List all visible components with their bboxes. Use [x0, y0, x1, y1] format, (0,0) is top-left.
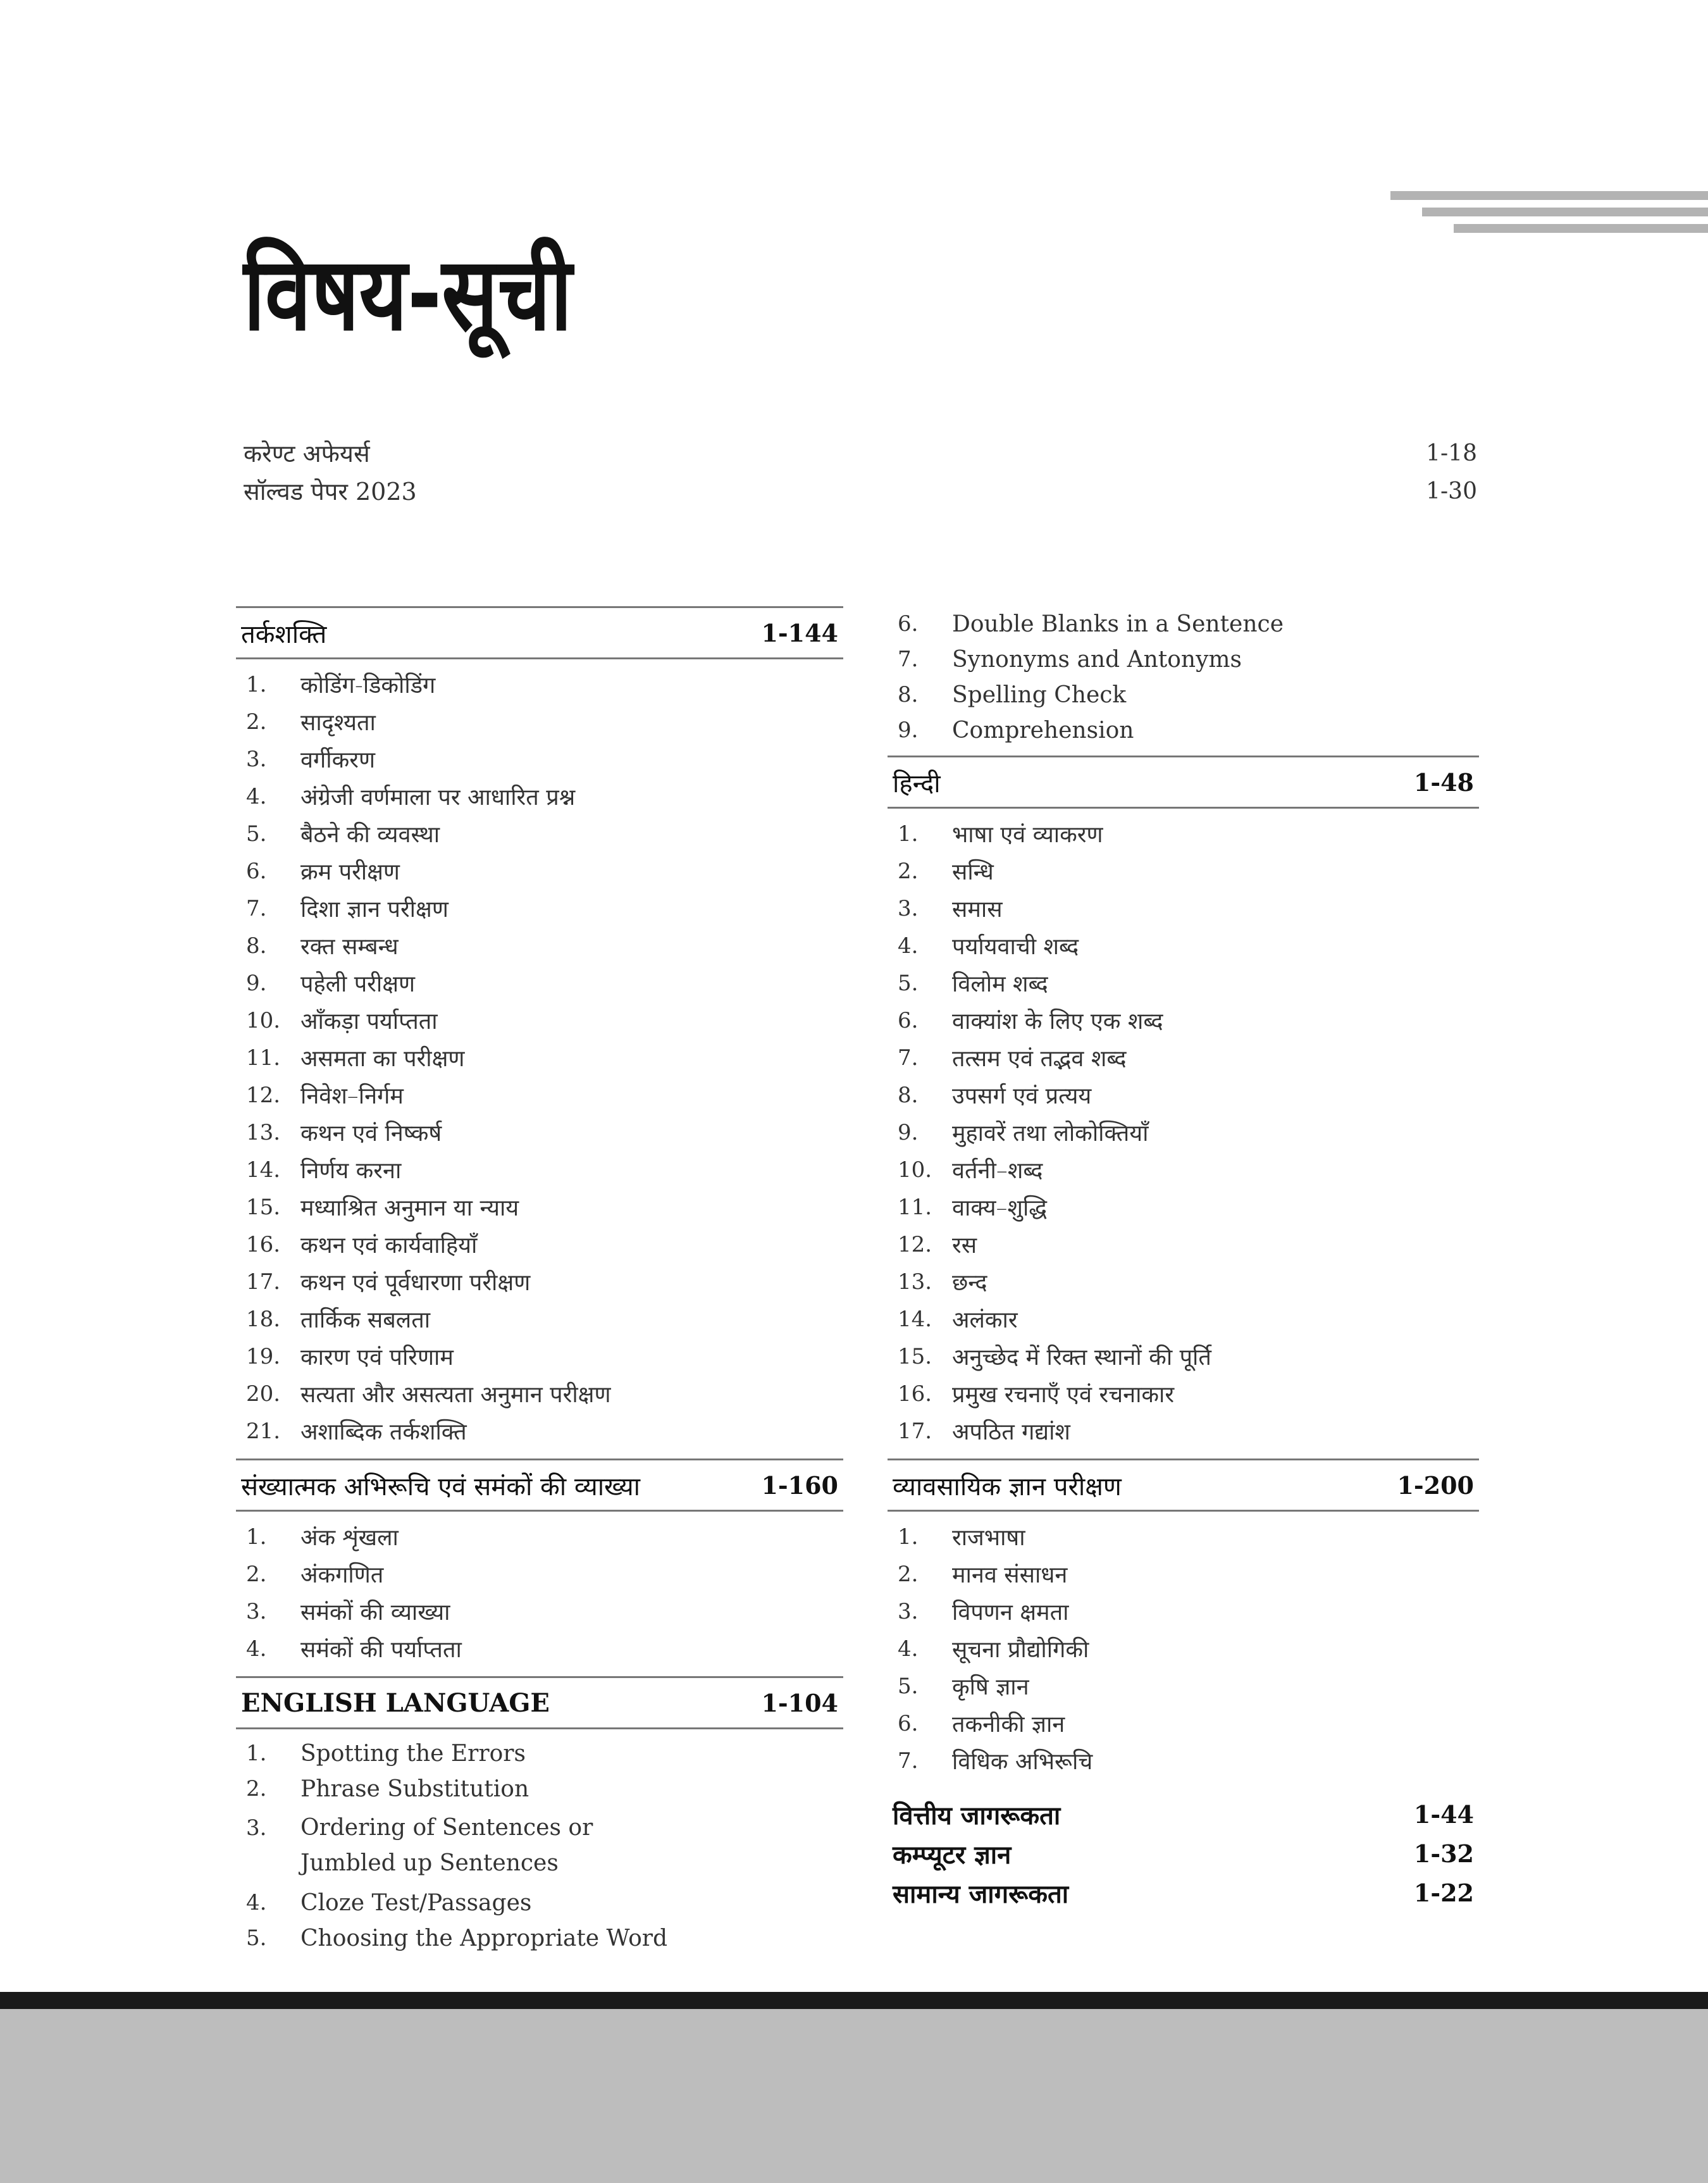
- intro-pages: 1-30: [1426, 478, 1477, 504]
- toc-item[interactable]: [236, 1188, 843, 1226]
- toc-item-number: 1.: [246, 1524, 267, 1550]
- toc-item-number: 1.: [898, 1524, 919, 1550]
- toc-item[interactable]: [236, 666, 843, 703]
- toc-item-text: सूचना प्रौद्योगिकी: [952, 1637, 1089, 1663]
- toc-item[interactable]: [888, 1114, 1479, 1151]
- section-header[interactable]: [888, 756, 1479, 809]
- toc-item-number: 4.: [246, 783, 267, 809]
- toc-item-text: अपठित गद्यांश: [952, 1419, 1070, 1445]
- toc-item-number: 2.: [246, 709, 267, 735]
- section-pages: 1-160: [761, 1471, 838, 1500]
- toc-item-text: सादृश्यता: [300, 710, 376, 736]
- toc-item-text: बैठने की व्यवस्था: [300, 822, 440, 848]
- toc-item[interactable]: [888, 712, 1479, 748]
- toc-item[interactable]: [888, 1300, 1479, 1338]
- toc-item-number: 6.: [246, 858, 267, 884]
- toc-item[interactable]: [888, 1338, 1479, 1375]
- toc-item-number: 11.: [246, 1045, 281, 1071]
- toc-item-text: अंग्रेजी वर्णमाला पर आधारित प्रश्न: [300, 785, 576, 811]
- section-title: ENGLISH LANGUAGE: [241, 1688, 550, 1718]
- toc-item-number: 4.: [898, 1636, 919, 1662]
- toc-item-text: उपसर्ग एवं प्रत्यय: [952, 1083, 1092, 1109]
- intro-list: [244, 434, 1477, 510]
- toc-item-number: 12.: [898, 1231, 932, 1257]
- section-header[interactable]: [236, 1676, 843, 1729]
- toc-item-number: 16.: [898, 1381, 932, 1407]
- section-tarkshakti: [236, 606, 843, 1458]
- section-title: संख्यात्मक अभिरूचि एवं समंकों की व्याख्या: [241, 1472, 641, 1502]
- toc-item[interactable]: [888, 642, 1479, 677]
- toc-item-number: 5.: [246, 1925, 267, 1951]
- toc-item-number: 19.: [246, 1343, 281, 1369]
- page-title: विषय-सूची: [244, 235, 572, 353]
- toc-item-number: 9.: [898, 1119, 919, 1145]
- toc-item-text: प्रमुख रचनाएँ एवं रचनाकार: [952, 1382, 1175, 1408]
- section-title: कम्प्यूटर ज्ञान: [893, 1840, 1012, 1870]
- section-pages: 1-48: [1413, 768, 1474, 797]
- toc-item[interactable]: [236, 1807, 843, 1885]
- toc-item-number: 3.: [246, 1815, 267, 1841]
- intro-row-current-affairs[interactable]: [244, 434, 1477, 472]
- toc-item-number: 13.: [246, 1119, 281, 1145]
- toc-item-number: 17.: [898, 1418, 932, 1444]
- toc-item[interactable]: [236, 1300, 843, 1338]
- toc-item[interactable]: [236, 778, 843, 815]
- toc-item[interactable]: [236, 815, 843, 852]
- intro-row-solved-paper[interactable]: [244, 472, 1477, 510]
- section-pages: 1-44: [1413, 1800, 1474, 1829]
- toc-item[interactable]: [236, 890, 843, 927]
- toc-item-number: 18.: [246, 1306, 281, 1332]
- toc-item[interactable]: [888, 1151, 1479, 1188]
- toc-item-text: असमता का परीक्षण: [300, 1046, 465, 1072]
- section-item-list: [888, 809, 1479, 1458]
- section-pages: 1-32: [1413, 1839, 1474, 1868]
- toc-item-number: 9.: [246, 970, 267, 996]
- toc-item-number: 20.: [246, 1381, 281, 1407]
- toc-item-text: तकनीकी ज्ञान: [952, 1712, 1065, 1738]
- toc-item[interactable]: [236, 1630, 843, 1667]
- toc-item-number: 8.: [898, 1082, 919, 1108]
- extra-row-samanya[interactable]: [888, 1873, 1479, 1912]
- toc-item-number: 5.: [898, 1673, 919, 1699]
- toc-item-number: 15.: [898, 1343, 932, 1369]
- toc-item-text: अशाब्दिक तर्कशक्ति: [300, 1419, 467, 1445]
- toc-item-text: निवेश–निर्गम: [300, 1083, 404, 1109]
- toc-item-text: कृषि ज्ञान: [952, 1674, 1029, 1700]
- toc-item-text: कथन एवं कार्यवाहियाँ: [300, 1233, 478, 1259]
- toc-item-text: Phrase Substitution: [300, 1776, 529, 1802]
- toc-item-text: पर्यायवाची शब्द: [952, 934, 1079, 960]
- toc-item-number: 3.: [898, 1598, 919, 1624]
- toc-item[interactable]: [888, 1742, 1479, 1779]
- toc-item-number: 9.: [898, 718, 919, 743]
- toc-item-number: 1.: [246, 1741, 267, 1766]
- section-header[interactable]: [236, 606, 843, 659]
- footer-dark-band: [0, 1992, 1708, 2009]
- toc-item-text: अलंकार: [952, 1307, 1018, 1333]
- toc-item[interactable]: [236, 1151, 843, 1188]
- toc-item[interactable]: [888, 1002, 1479, 1039]
- toc-item[interactable]: [236, 1263, 843, 1300]
- toc-item-number: 11.: [898, 1194, 932, 1220]
- section-pages: 1-22: [1413, 1878, 1474, 1907]
- toc-item-text: अनुच्छेद में रिक्त स्थानों की पूर्ति: [952, 1345, 1211, 1371]
- section-vyavsayik: [888, 1458, 1479, 1788]
- toc-item-text: अंक शृंखला: [300, 1525, 399, 1551]
- toc-item-number: 10.: [898, 1157, 932, 1183]
- toc-item-number: 7.: [898, 647, 919, 672]
- toc-item-text: रक्त सम्बन्ध: [300, 934, 399, 960]
- toc-item[interactable]: [888, 1705, 1479, 1742]
- toc-item-text: तत्सम एवं तद्भव शब्द: [952, 1046, 1127, 1072]
- section-english: [236, 1676, 843, 1965]
- toc-item-text: आँकड़ा पर्याप्तता: [300, 1009, 438, 1035]
- toc-item-number: 8.: [246, 933, 267, 959]
- toc-item-number: 13.: [898, 1269, 932, 1295]
- toc-item-text: मुहावरें तथा लोकोक्तियाँ: [952, 1121, 1149, 1147]
- toc-item[interactable]: [236, 927, 843, 964]
- intro-pages: 1-18: [1426, 440, 1477, 466]
- toc-item-number: 2.: [898, 858, 919, 884]
- intro-label: सॉल्वड पेपर 2023: [244, 478, 417, 506]
- toc-item-text-line: Ordering of Sentences or: [300, 1815, 593, 1841]
- toc-item[interactable]: [236, 1593, 843, 1630]
- toc-item[interactable]: [236, 1920, 843, 1956]
- toc-item-number: 3.: [246, 1598, 267, 1624]
- toc-item[interactable]: [236, 1226, 843, 1263]
- toc-item-number: 5.: [898, 970, 919, 996]
- toc-item[interactable]: [888, 1375, 1479, 1412]
- toc-item[interactable]: [888, 1518, 1479, 1555]
- toc-item-number: 12.: [246, 1082, 281, 1108]
- toc-item-number: 2.: [898, 1561, 919, 1587]
- toc-item[interactable]: [888, 1076, 1479, 1114]
- section-item-list: [236, 659, 843, 1458]
- toc-item-text: [300, 1810, 593, 1881]
- extra-sections: [888, 1794, 1479, 1912]
- toc-item-text: Spotting the Errors: [300, 1740, 526, 1767]
- toc-item[interactable]: [236, 1412, 843, 1450]
- toc-item[interactable]: [888, 606, 1479, 642]
- toc-left-column: [236, 606, 843, 1965]
- decorative-bar-bottom: [1454, 224, 1708, 233]
- toc-item-text: पहेली परीक्षण: [300, 971, 416, 997]
- toc-item[interactable]: [236, 1338, 843, 1375]
- extra-row-vittiya[interactable]: [888, 1794, 1479, 1834]
- toc-item-number: 15.: [246, 1194, 281, 1220]
- toc-item-text: रस: [952, 1233, 977, 1259]
- toc-item-text: छन्द: [952, 1270, 987, 1296]
- toc-item-text: मध्याश्रित अनुमान या न्याय: [300, 1195, 519, 1221]
- toc-item-text: निर्णय करना: [300, 1158, 402, 1184]
- toc-item-number: 4.: [898, 933, 919, 959]
- toc-item-text-line: Jumbled up Sentences: [300, 1850, 559, 1876]
- toc-item-text: अंकगणित: [300, 1562, 384, 1588]
- toc-item-text: Synonyms and Antonyms: [952, 646, 1242, 673]
- toc-item-text: समंकों की पर्याप्तता: [300, 1637, 462, 1663]
- toc-item-number: 6.: [898, 1710, 919, 1736]
- toc-item-number: 10.: [246, 1007, 281, 1033]
- section-pages: 1-200: [1397, 1471, 1474, 1500]
- toc-item-text: कथन एवं पूर्वधारणा परीक्षण: [300, 1270, 531, 1296]
- toc-item[interactable]: [888, 890, 1479, 927]
- toc-item-number: 7.: [246, 895, 267, 921]
- toc-item-number: 21.: [246, 1418, 281, 1444]
- toc-item-number: 6.: [898, 611, 919, 637]
- toc-item[interactable]: [236, 740, 843, 778]
- toc-item-text: Choosing the Appropriate Word: [300, 1925, 668, 1951]
- toc-item-text: वाक्यांश के लिए एक शब्द: [952, 1009, 1163, 1035]
- toc-item-text: Comprehension: [952, 717, 1134, 743]
- toc-item-number: 1.: [898, 821, 919, 847]
- toc-item-number: 8.: [898, 682, 919, 707]
- section-pages: 1-104: [761, 1688, 838, 1717]
- section-item-list: [236, 1729, 843, 1965]
- toc-item[interactable]: [236, 703, 843, 740]
- decorative-bar-middle: [1422, 208, 1708, 216]
- toc-item[interactable]: [236, 1518, 843, 1555]
- toc-item-text: सत्यता और असत्यता अनुमान परीक्षण: [300, 1382, 611, 1408]
- toc-item-number: 14.: [246, 1157, 281, 1183]
- toc-item-text: सन्धि: [952, 859, 994, 885]
- toc-item-text: तार्किक सबलता: [300, 1307, 431, 1333]
- toc-item-number: 17.: [246, 1269, 281, 1295]
- intro-label: करेण्ट अफेयर्स: [244, 440, 370, 468]
- toc-item-text: विलोम शब्द: [952, 971, 1048, 997]
- toc-item[interactable]: [888, 927, 1479, 964]
- toc-item-text: वाक्य–शुद्धि: [952, 1195, 1048, 1221]
- toc-item[interactable]: [236, 1375, 843, 1412]
- toc-item[interactable]: [236, 1555, 843, 1593]
- toc-item-text: भाषा एवं व्याकरण: [952, 822, 1103, 848]
- toc-item[interactable]: [236, 1039, 843, 1076]
- section-title: व्यावसायिक ज्ञान परीक्षण: [893, 1472, 1122, 1502]
- section-title: वित्तीय जागरूकता: [893, 1801, 1061, 1831]
- toc-item[interactable]: [888, 1412, 1479, 1450]
- toc-item[interactable]: [888, 1188, 1479, 1226]
- toc-item[interactable]: [236, 1736, 843, 1771]
- extra-row-computer[interactable]: [888, 1834, 1479, 1873]
- section-hindi: [888, 756, 1479, 1458]
- toc-item[interactable]: [888, 1226, 1479, 1263]
- toc-item-number: 1.: [246, 671, 267, 697]
- toc-item[interactable]: [888, 964, 1479, 1002]
- toc-item[interactable]: [236, 1771, 843, 1807]
- toc-item[interactable]: [888, 852, 1479, 890]
- toc-item-text: समास: [952, 897, 1003, 923]
- toc-item[interactable]: [888, 1593, 1479, 1630]
- toc-item-text: राजभाषा: [952, 1525, 1025, 1551]
- section-sankhyatmak: [236, 1458, 843, 1676]
- toc-item-text: कारण एवं परिणाम: [300, 1345, 454, 1371]
- toc-item[interactable]: [236, 964, 843, 1002]
- section-item-list: [888, 1512, 1479, 1788]
- toc-item[interactable]: [236, 852, 843, 890]
- toc-item-number: 7.: [898, 1045, 919, 1071]
- toc-item[interactable]: [888, 677, 1479, 712]
- toc-item[interactable]: [888, 1667, 1479, 1705]
- toc-item-text: वर्गीकरण: [300, 747, 376, 773]
- english-continued-list: [888, 606, 1479, 756]
- toc-item-text: मानव संसाधन: [952, 1562, 1068, 1588]
- section-item-list: [236, 1512, 843, 1676]
- footer-gray-band: [0, 2009, 1708, 2183]
- toc-item[interactable]: [236, 1114, 843, 1151]
- toc-item-number: 5.: [246, 821, 267, 847]
- toc-item-text: क्रम परीक्षण: [300, 859, 400, 885]
- toc-item[interactable]: [236, 1002, 843, 1039]
- toc-item-number: 2.: [246, 1776, 267, 1801]
- section-title: सामान्य जागरूकता: [893, 1879, 1069, 1909]
- section-title: तर्कशक्ति: [241, 619, 327, 649]
- toc-item-number: 2.: [246, 1561, 267, 1587]
- toc-item[interactable]: [888, 1630, 1479, 1667]
- toc-right-column: [888, 606, 1479, 1912]
- toc-item-text: दिशा ज्ञान परीक्षण: [300, 897, 449, 923]
- section-header[interactable]: [236, 1458, 843, 1512]
- toc-item-text: कथन एवं निष्कर्ष: [300, 1121, 442, 1147]
- section-header[interactable]: [888, 1458, 1479, 1512]
- toc-item[interactable]: [888, 815, 1479, 852]
- toc-item-text: Double Blanks in a Sentence: [952, 611, 1284, 637]
- toc-item[interactable]: [236, 1076, 843, 1114]
- toc-item-number: 3.: [898, 895, 919, 921]
- toc-item-number: 14.: [898, 1306, 932, 1332]
- decorative-bar-top: [1390, 191, 1708, 200]
- toc-item-number: 7.: [898, 1748, 919, 1774]
- toc-item-number: 16.: [246, 1231, 281, 1257]
- toc-item-text: समंकों की व्याख्या: [300, 1600, 450, 1626]
- toc-item-text: विपणन क्षमता: [952, 1600, 1069, 1626]
- toc-item-number: 6.: [898, 1007, 919, 1033]
- section-pages: 1-144: [761, 618, 838, 647]
- toc-item[interactable]: [888, 1039, 1479, 1076]
- toc-item[interactable]: [236, 1885, 843, 1920]
- toc-item-text: वर्तनी–शब्द: [952, 1158, 1043, 1184]
- toc-item[interactable]: [888, 1555, 1479, 1593]
- toc-item-text: विधिक अभिरूचि: [952, 1749, 1093, 1775]
- toc-item-number: 3.: [246, 746, 267, 772]
- toc-item-text: Cloze Test/Passages: [300, 1889, 532, 1916]
- toc-item-text: कोडिंग-डिकोडिंग: [300, 673, 436, 699]
- toc-item-text: Spelling Check: [952, 681, 1127, 708]
- toc-item-number: 4.: [246, 1890, 267, 1915]
- toc-item-number: 4.: [246, 1636, 267, 1662]
- section-title: हिन्दी: [893, 769, 941, 799]
- toc-item[interactable]: [888, 1263, 1479, 1300]
